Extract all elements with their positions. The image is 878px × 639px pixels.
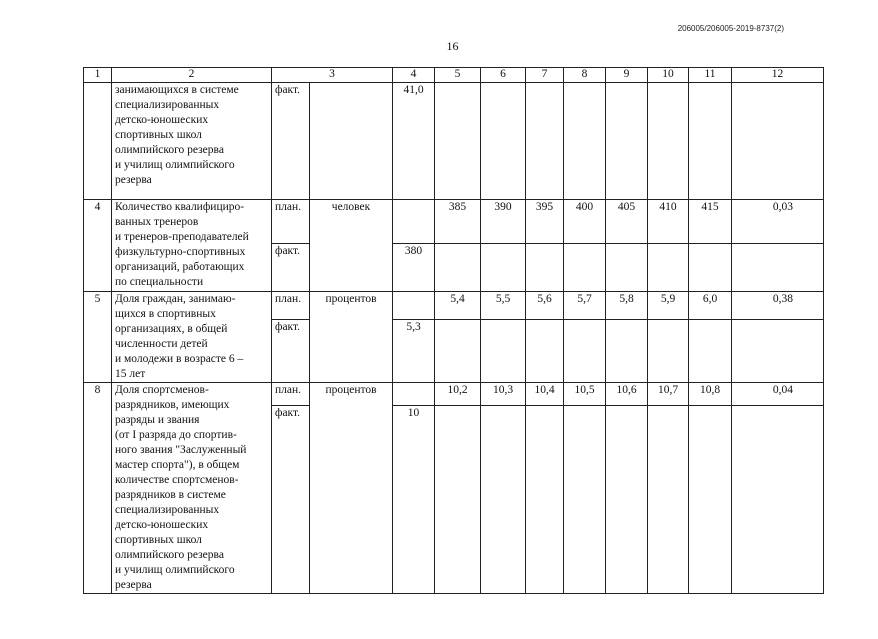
indicator-name: Доля граждан, занимаю- щихся в спортивных организациях, в общей численности детей и молодежи в возрасте 6 – 15 лет [112, 292, 272, 383]
plan-value: 6,0 [689, 292, 732, 320]
value-cell [481, 406, 526, 594]
fact-value: 10 [393, 406, 435, 594]
value-cell [689, 319, 732, 383]
plan-label: план. [272, 292, 310, 320]
plan-value: 10,7 [648, 383, 689, 406]
unit: процентов [310, 292, 393, 383]
plan-value: 415 [689, 200, 732, 244]
base-value [393, 383, 435, 406]
value-cell [606, 319, 648, 383]
plan-value: 10,4 [526, 383, 564, 406]
value-cell [648, 406, 689, 594]
fact-label: факт. [272, 244, 310, 292]
fact-value: 5,3 [393, 319, 435, 383]
rate-cell [732, 244, 824, 292]
unit: процентов [310, 383, 393, 594]
plan-value: 385 [435, 200, 481, 244]
column-header: 3 [272, 68, 393, 83]
table-row [84, 292, 824, 320]
plan-value: 5,9 [648, 292, 689, 320]
column-header: 9 [606, 68, 648, 83]
value-cell [435, 244, 481, 292]
plan-value: 5,6 [526, 292, 564, 320]
fact-value: 41,0 [393, 83, 435, 200]
value-cell [526, 406, 564, 594]
value-cell [564, 406, 606, 594]
column-header: 5 [435, 68, 481, 83]
unit: человек [310, 200, 393, 292]
growth-rate: 0,38 [732, 292, 824, 320]
plan-value: 10,5 [564, 383, 606, 406]
column-header: 7 [526, 68, 564, 83]
indicators-table [83, 67, 824, 594]
plan-value: 400 [564, 200, 606, 244]
value-cell [689, 406, 732, 594]
rate-cell [732, 406, 824, 594]
row-number [84, 83, 112, 200]
value-cell [435, 319, 481, 383]
plan-value: 395 [526, 200, 564, 244]
value-cell [648, 83, 689, 200]
value-cell [606, 244, 648, 292]
plan-value: 5,8 [606, 292, 648, 320]
table-row [84, 200, 824, 244]
value-cell [689, 83, 732, 200]
base-value [393, 200, 435, 244]
value-cell [481, 319, 526, 383]
growth-rate: 0,03 [732, 200, 824, 244]
column-header: 2 [112, 68, 272, 83]
plan-value: 10,8 [689, 383, 732, 406]
rate-cell [732, 319, 824, 383]
plan-label: план. [272, 383, 310, 406]
value-cell [526, 319, 564, 383]
fact-value: 380 [393, 244, 435, 292]
value-cell [606, 83, 648, 200]
value-cell [648, 244, 689, 292]
plan-label: план. [272, 200, 310, 244]
value-cell [564, 319, 606, 383]
table-row [84, 83, 824, 200]
value-cell [564, 83, 606, 200]
value-cell [481, 244, 526, 292]
row-number: 4 [84, 200, 112, 292]
base-value [393, 292, 435, 320]
plan-value: 10,6 [606, 383, 648, 406]
value-cell [526, 83, 564, 200]
table-header-row [84, 68, 824, 83]
indicator-name: занимающихся в системе специализированных детско-юношеских спортивных школ олимпийского резерва и училищ олимпийского резерва [112, 83, 272, 200]
plan-value: 10,3 [481, 383, 526, 406]
plan-value: 390 [481, 200, 526, 244]
column-header: 6 [481, 68, 526, 83]
row-number: 8 [84, 383, 112, 594]
column-header: 8 [564, 68, 606, 83]
column-header: 11 [689, 68, 732, 83]
value-cell [526, 244, 564, 292]
indicator-name: Доля спортсменов- разрядников, имеющих разряды и звания (от I разряда до спортив- ного звания "Заслуженный мастер спорта"), в общем количестве спортсменов- разрядников в системе специализированных детско-юношеских спортивных школ олимпийского резерва и училищ олимпийского резерва [112, 383, 272, 594]
value-cell [481, 83, 526, 200]
plan-value: 410 [648, 200, 689, 244]
column-header: 10 [648, 68, 689, 83]
fact-label: факт. [272, 406, 310, 594]
plan-fact-label: факт. [272, 83, 310, 200]
page-number: 16 [446, 39, 459, 53]
value-cell [564, 244, 606, 292]
value-cell [606, 406, 648, 594]
column-header: 12 [732, 68, 824, 83]
fact-label: факт. [272, 319, 310, 383]
unit [310, 83, 393, 200]
plan-value: 5,7 [564, 292, 606, 320]
plan-value: 405 [606, 200, 648, 244]
value-cell [648, 319, 689, 383]
plan-value: 5,4 [435, 292, 481, 320]
rate-cell [732, 83, 824, 200]
table-row [84, 383, 824, 406]
value-cell [435, 83, 481, 200]
plan-value: 10,2 [435, 383, 481, 406]
column-header: 1 [84, 68, 112, 83]
value-cell [689, 244, 732, 292]
row-number: 5 [84, 292, 112, 383]
growth-rate: 0,04 [732, 383, 824, 406]
document-id: 206005/206005-2019-8737(2) [677, 24, 784, 33]
column-header: 4 [393, 68, 435, 83]
plan-value: 5,5 [481, 292, 526, 320]
indicator-name: Количество квалифициро- ванных тренеров и тренеров-преподавателей физкультурно-спортивных организаций, работающих по специальности [112, 200, 272, 292]
value-cell [435, 406, 481, 594]
